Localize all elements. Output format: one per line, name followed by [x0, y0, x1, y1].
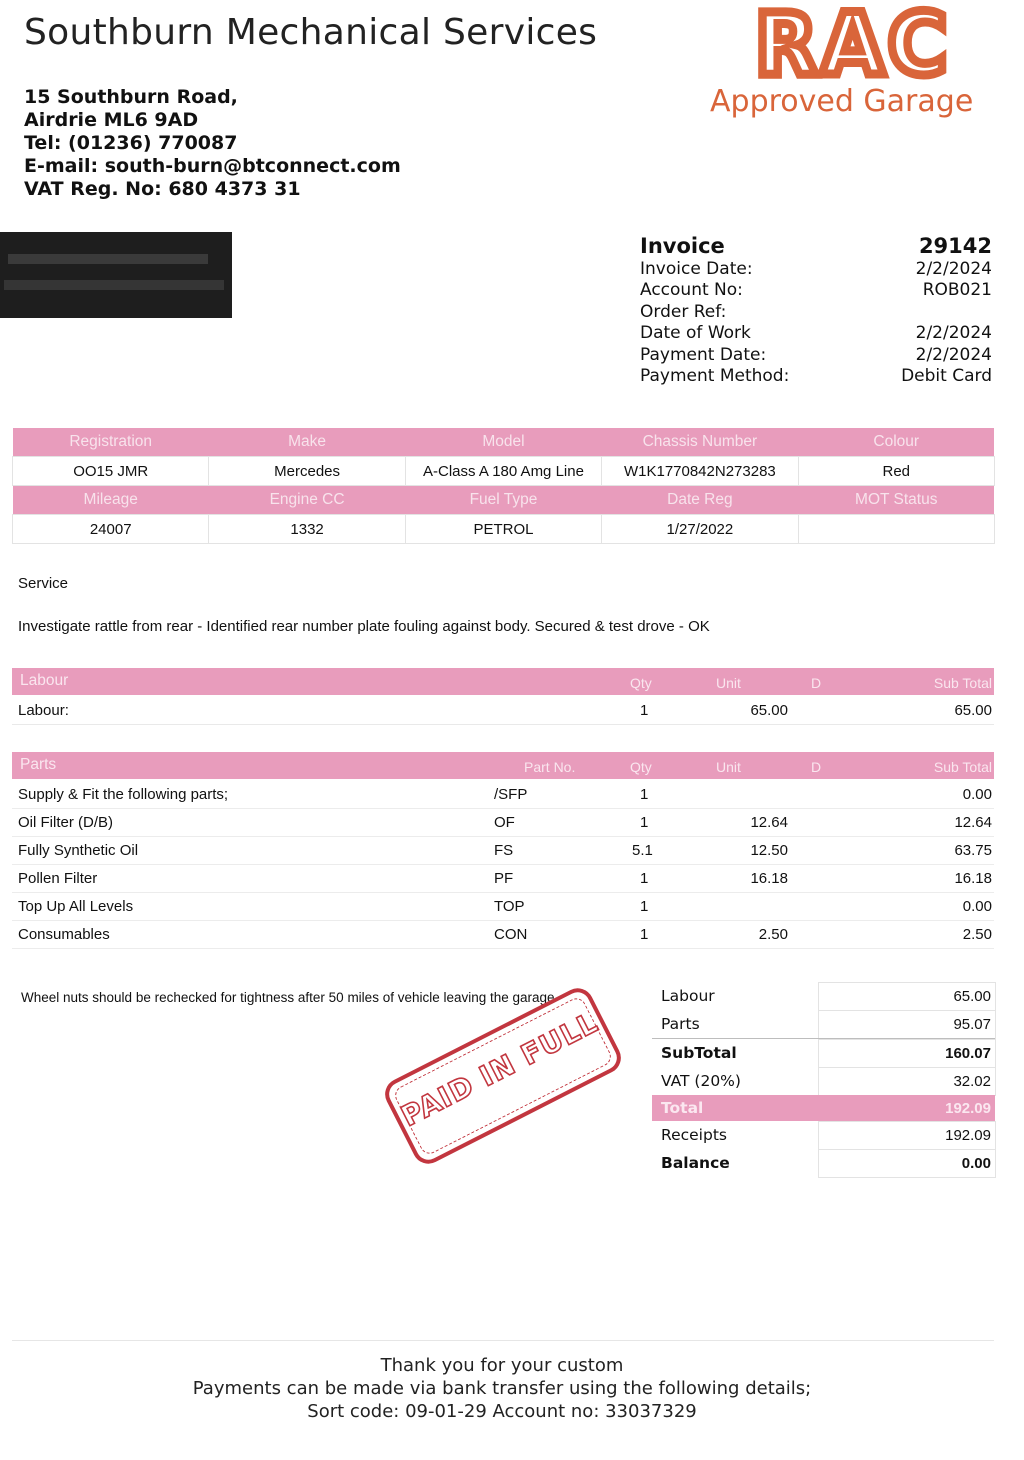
part-subtotal: 2.50 [962, 926, 992, 943]
labour-col-subtotal: Sub Total [933, 675, 992, 691]
invoice-title: Invoice [640, 234, 725, 258]
parts-col-d: D [811, 759, 822, 775]
part-name: Oil Filter (D/B) [18, 814, 113, 831]
invoice-details [640, 233, 992, 387]
table-row [12, 808, 994, 837]
part-unit: 16.18 [750, 870, 788, 887]
rac-logo-text: RAC [755, 4, 951, 84]
invoice-field-label: Account No: [640, 280, 743, 301]
date-reg-value: 1/27/2022 [602, 515, 798, 544]
fuel-type-value: PETROL [405, 515, 601, 544]
parts-header-label: Parts [20, 756, 57, 773]
part-subtotal: 0.00 [962, 898, 992, 915]
invoice-number: 29142 [918, 234, 992, 258]
part-number: CON [494, 926, 528, 943]
part-number: TOP [494, 898, 525, 915]
part-unit: 12.50 [750, 842, 788, 859]
part-name: Supply & Fit the following parts; [18, 786, 229, 803]
account-no: ROB021 [922, 280, 992, 301]
footer-bank-details: Sort code: 09-01-29 Account no: 33037329 [307, 1401, 697, 1422]
parts-col-subtotal: Sub Total [933, 759, 992, 775]
part-qty: 1 [640, 926, 649, 943]
totals-label: SubTotal [661, 1044, 737, 1062]
subtotal-value: 160.07 [945, 1045, 991, 1062]
footer-payment-info: Payments can be made via bank transfer using the following details; [192, 1378, 812, 1399]
part-name: Fully Synthetic Oil [18, 842, 139, 859]
labour-col-unit: Unit [716, 675, 741, 691]
col-registration: Registration [13, 428, 209, 457]
mileage-value: 24007 [13, 515, 209, 544]
labour-col-d: D [811, 675, 822, 691]
vehicle-value-row [13, 457, 995, 486]
redacted-customer-address [0, 232, 232, 318]
balance-value: 0.00 [961, 1155, 991, 1172]
totals-row [652, 1121, 995, 1149]
payment-date: 2/2/2024 [915, 344, 992, 365]
totals-row [652, 1149, 995, 1177]
part-subtotal: 63.75 [954, 842, 992, 859]
company-address [24, 86, 401, 201]
payment-method: Debit Card [901, 365, 992, 386]
table-row [12, 864, 994, 893]
totals-label: Receipts [661, 1126, 727, 1144]
vehicle-table [12, 428, 995, 544]
part-unit: 12.64 [750, 814, 788, 831]
part-qty: 1 [640, 898, 649, 915]
table-row [12, 696, 994, 724]
make-value: Mercedes [209, 457, 405, 486]
totals-row [652, 1067, 995, 1095]
rac-logo [748, 4, 958, 84]
vehicle-header-row [13, 486, 995, 515]
footer-thanks: Thank you for your custom [380, 1355, 624, 1376]
parts-col-qty: Qty [630, 759, 652, 775]
col-colour: Colour [798, 428, 994, 457]
table-row [12, 836, 994, 865]
col-mileage: Mileage [13, 486, 209, 515]
mot-status-value [798, 515, 994, 544]
totals-label: VAT (20%) [661, 1072, 741, 1090]
part-subtotal: 0.00 [962, 786, 992, 803]
part-name: Consumables [18, 926, 110, 943]
totals-row [652, 1038, 995, 1067]
invoice-field-label: Payment Method: [640, 365, 790, 386]
grand-total: 192.09 [945, 1100, 991, 1117]
registration-value: OO15 JMR [13, 457, 209, 486]
vat-reg: VAT Reg. No: 680 4373 31 [24, 178, 301, 200]
totals-row [652, 1095, 995, 1121]
col-mot-status: MOT Status [798, 486, 994, 515]
part-number: FS [494, 842, 514, 859]
labour-subtotal: 65.00 [954, 702, 992, 719]
labour-header-label: Labour [20, 672, 69, 689]
date-of-work: 2/2/2024 [915, 323, 992, 344]
parts-col-partno: Part No. [524, 759, 576, 775]
table-row [12, 780, 994, 809]
parts-header [12, 752, 994, 779]
part-subtotal: 12.64 [954, 814, 992, 831]
col-engine-cc: Engine CC [209, 486, 405, 515]
part-name: Pollen Filter [18, 870, 98, 887]
col-model: Model [405, 428, 601, 457]
footer [0, 1354, 1004, 1423]
part-number: PF [494, 870, 514, 887]
divider [12, 724, 994, 725]
totals-row [652, 982, 995, 1010]
labour-name: Labour: [18, 702, 69, 719]
col-date-reg: Date Reg [602, 486, 798, 515]
totals-table [652, 982, 995, 1177]
part-subtotal: 16.18 [954, 870, 992, 887]
part-number: OF [494, 814, 515, 831]
invoice-date: 2/2/2024 [915, 259, 992, 279]
invoice-field-label: Date of Work [640, 323, 751, 344]
vehicle-value-row [13, 515, 995, 544]
address-line-2: Airdrie ML6 9AD [24, 109, 199, 131]
totals-label: Balance [661, 1154, 730, 1172]
totals-label: Labour [661, 987, 715, 1005]
parts-col-unit: Unit [716, 759, 741, 775]
part-qty: 5.1 [632, 842, 653, 859]
part-number: /SFP [494, 786, 528, 803]
part-qty: 1 [640, 870, 649, 887]
invoice-field-label: Order Ref: [640, 301, 727, 322]
service-title: Service [18, 575, 69, 592]
email: E-mail: south-burn@btconnect.com [24, 155, 401, 177]
vat-value: 32.02 [953, 1073, 991, 1090]
col-chassis: Chassis Number [602, 428, 798, 457]
totals-row [652, 1010, 995, 1038]
parts-total: 95.07 [953, 1016, 991, 1033]
company-name: Southburn Mechanical Services [24, 12, 598, 53]
telephone: Tel: (01236) 770087 [24, 132, 238, 154]
footer-divider [12, 1340, 994, 1341]
vehicle-header-row [13, 428, 995, 457]
col-make: Make [209, 428, 405, 457]
wheel-nut-note: Wheel nuts should be rechecked for tightness after 50 miles of vehicle leaving the garage [21, 990, 555, 1005]
rac-approved-garage: Approved Garage [710, 84, 974, 119]
address-line-1: 15 Southburn Road, [24, 86, 238, 108]
totals-label: Total [661, 1099, 704, 1117]
labour-qty: 1 [640, 702, 649, 719]
part-unit: 2.50 [758, 926, 788, 943]
receipts-value: 192.09 [945, 1127, 991, 1144]
colour-value: Red [798, 457, 994, 486]
paid-in-full-stamp [380, 983, 627, 1169]
service-description: Investigate rattle from rear - Identified rear number plate fouling against body. Secured & test drove - OK [18, 618, 710, 635]
engine-cc-value: 1332 [209, 515, 405, 544]
labour-unit: 65.00 [750, 702, 788, 719]
part-qty: 1 [640, 786, 649, 803]
invoice-field-label: Payment Date: [640, 344, 767, 365]
model-value: A-Class A 180 Amg Line [405, 457, 601, 486]
stamp-text: PAID IN FULL [395, 1005, 604, 1134]
labour-total: 65.00 [953, 988, 991, 1005]
labour-header [12, 668, 994, 695]
table-row [12, 892, 994, 921]
col-fuel-type: Fuel Type [405, 486, 601, 515]
part-name: Top Up All Levels [18, 898, 134, 915]
labour-col-qty: Qty [630, 675, 652, 691]
chassis-value: W1K1770842N273283 [602, 457, 798, 486]
part-qty: 1 [640, 814, 649, 831]
totals-label: Parts [661, 1015, 700, 1033]
table-row [12, 920, 994, 949]
invoice-field-label: Invoice Date: [640, 259, 753, 279]
